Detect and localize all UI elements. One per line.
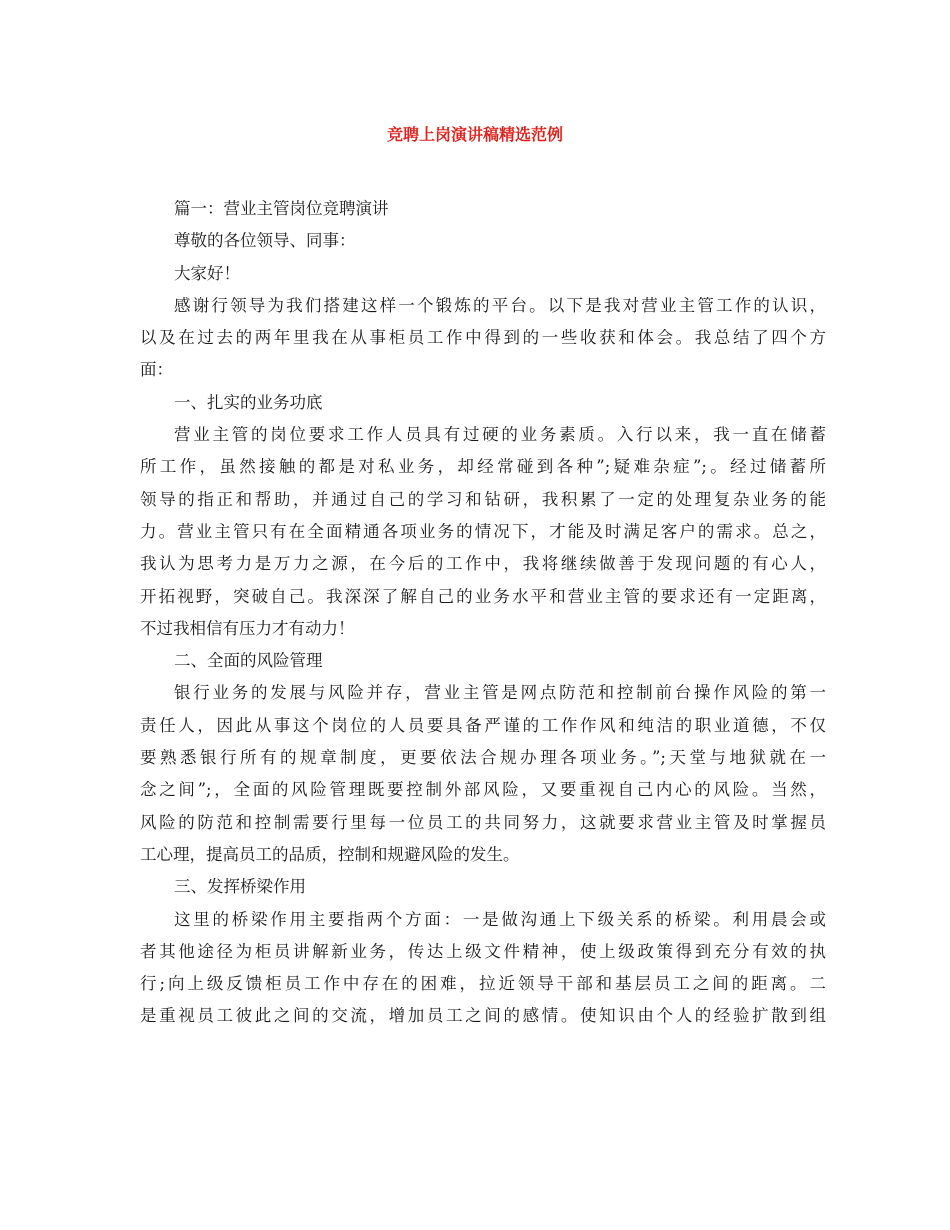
text-line: 营业主管的岗位要求工作人员具有过硬的业务素质。入行以来，我一直在储蓄	[174, 425, 826, 445]
text-line: 一、扎实的业务功底	[174, 392, 323, 412]
text-line: 念之间”;，全面的风险管理既要控制外部风险，又要重视自己内心的风险。当然，	[140, 780, 826, 800]
text-line: 领导的指正和帮助，并通过自己的学习和钻研，我积累了一定的处理复杂业务的能	[140, 489, 826, 509]
text-line: 开拓视野，突破自己。我深深了解自己的业务水平和营业主管的要求还有一定距离，	[140, 586, 826, 606]
text-line: 工心理，提高员工的品质，控制和规避风险的发生。	[140, 844, 520, 864]
text-line: 二、全面的风险管理	[174, 651, 323, 671]
text-line: 三、发挥桥梁作用	[174, 877, 306, 897]
text-line: 不过我相信有压力才有动力！	[140, 618, 355, 638]
text-line: 银行业务的发展与风险并存，营业主管是网点防范和控制前台操作风险的第一	[174, 683, 826, 703]
text-line: 是重视员工彼此之间的交流，增加员工之间的感情。使知识由个人的经验扩散到组	[140, 1006, 826, 1026]
text-line: 感谢行领导为我们搭建这样一个锻炼的平台。以下是我对营业主管工作的认识，	[174, 295, 826, 315]
text-line: 者其他途径为柜员讲解新业务，传达上级文件精神，使上级政策得到充分有效的执	[140, 941, 826, 961]
text-line: 责任人，因此从事这个岗位的人员要具备严谨的工作作风和纯洁的职业道德，不仅	[140, 715, 826, 735]
text-line: 要熟悉银行所有的规章制度，更要依法合规办理各项业务。”;天堂与地狱就在一	[140, 748, 826, 768]
text-line: 面：	[140, 360, 173, 380]
text-line: 大家好！	[174, 263, 240, 283]
document-body	[140, 193, 826, 1033]
text-line: 力。营业主管只有在全面精通各项业务的情况下，才能及时满足客户的需求。总之，	[140, 521, 826, 541]
text-line: 篇一：营业主管岗位竞聘演讲	[174, 199, 389, 218]
text-line: 以及在过去的两年里我在从事柜员工作中得到的一些收获和体会。我总结了四个方	[140, 328, 826, 348]
text-line: 这里的桥梁作用主要指两个方面：一是做沟通上下级关系的桥梁。利用晨会或	[174, 909, 826, 929]
text-line: 行;向上级反馈柜员工作中存在的困难，拉近领导干部和基层员工之间的距离。二	[140, 974, 826, 994]
text-line: 风险的防范和控制需要行里每一位员工的共同努力，这就要求营业主管及时掌握员	[140, 812, 826, 832]
text-line: 我认为思考力是万力之源，在今后的工作中，我将继续做善于发现问题的有心人，	[140, 554, 826, 574]
text-line: 所工作，虽然接触的都是对私业务，却经常碰到各种”;疑难杂症”;。经过储蓄所	[140, 457, 826, 477]
document-title: 竞聘上岗演讲稿精选范例	[386, 125, 563, 144]
text-line: 尊敬的各位领导、同事：	[174, 231, 356, 251]
